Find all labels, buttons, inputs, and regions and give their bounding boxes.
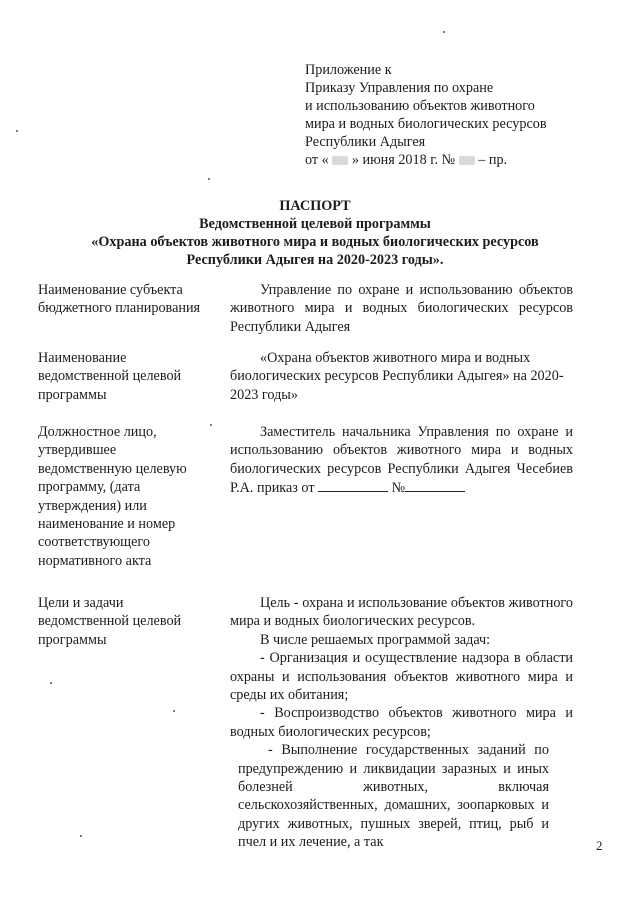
page-number: 2 xyxy=(596,838,603,853)
official-text: Заместитель начальника Управления по охране и использованию объектов животного мира и водных биологических ресурсов Республики Адыгея Чесебиев Р.А. приказ от xyxy=(230,424,573,497)
row-label-program-name: Наименование ведомственной целевой программы xyxy=(38,350,182,403)
redacted-number xyxy=(459,156,475,165)
order-number-sign: № xyxy=(391,480,406,497)
title-line: Республики Адыгея на 2020-2023 годы». xyxy=(186,252,444,268)
redacted-day xyxy=(332,156,348,165)
row-value-program-name: «Охрана объектов животного мира и водных биологических ресурсов Республики Адыгея» на 2020-2023 годы» xyxy=(230,350,564,403)
annex-line: Республики Адыгея xyxy=(305,134,426,150)
annex-line: Приложение к xyxy=(305,62,392,78)
annex-block xyxy=(305,61,547,169)
task-item: - Воспроизводство объектов животного мира и водных биологических ресурсов; xyxy=(230,705,573,740)
row-value-goals xyxy=(230,594,573,852)
annex-date-line xyxy=(305,151,547,169)
row-label-goals: Цели и задачи ведомственной целевой программы xyxy=(38,595,182,648)
task-item: - Организация и осуществление надзора в области охраны и использования объектов животного мира и среды их обитания; xyxy=(230,650,573,704)
annex-line: и использованию объектов животного xyxy=(305,98,535,114)
scan-speck xyxy=(16,130,18,132)
date-middle: » июня 2018 г. № xyxy=(351,152,456,168)
scan-speck xyxy=(50,682,52,684)
goal-paragraph: Цель - охрана и использование объектов животного мира и водных биологических ресурсов. xyxy=(230,595,573,630)
scan-speck xyxy=(210,424,212,426)
row-label-official: Должностное лицо, утвердившее ведомственную целевую программу, (дата утверждения) или наименование и номер соответствующего нормативного акта xyxy=(38,424,187,569)
scan-speck xyxy=(173,710,175,712)
tasks-intro: В числе решаемых программой задач: xyxy=(260,631,491,648)
number-blank-line xyxy=(405,478,465,492)
scan-speck xyxy=(208,178,210,180)
task-item: - Выполнение государственных заданий по предупреждению и ликвидации заразных и иных болезней животных, включая сельскохозяйственных, домашних, зоопарковых и других животных, пушных зверей, птиц, рыб и пчел и их лечение, а так xyxy=(238,742,549,851)
scan-speck xyxy=(80,835,82,837)
scan-speck xyxy=(443,31,445,33)
row-value-official xyxy=(230,423,573,498)
date-prefix: от « xyxy=(305,152,329,168)
document-title xyxy=(30,197,600,269)
row-value-subject: Управление по охране и использованию объектов животного мира и водных биологических ресурсов Республики Адыгея xyxy=(230,282,573,335)
annex-line: мира и водных биологических ресурсов xyxy=(305,116,547,132)
title-line: Ведомственной целевой программы xyxy=(199,216,431,232)
title-line: «Охрана объектов животного мира и водных биологических ресурсов xyxy=(91,234,539,250)
date-suffix: – пр. xyxy=(478,152,508,168)
row-label-subject: Наименование субъекта бюджетного планирования xyxy=(38,282,201,317)
annex-line: Приказу Управления по охране xyxy=(305,80,494,96)
date-blank-line xyxy=(318,478,388,492)
title-passport: ПАСПОРТ xyxy=(279,198,351,214)
